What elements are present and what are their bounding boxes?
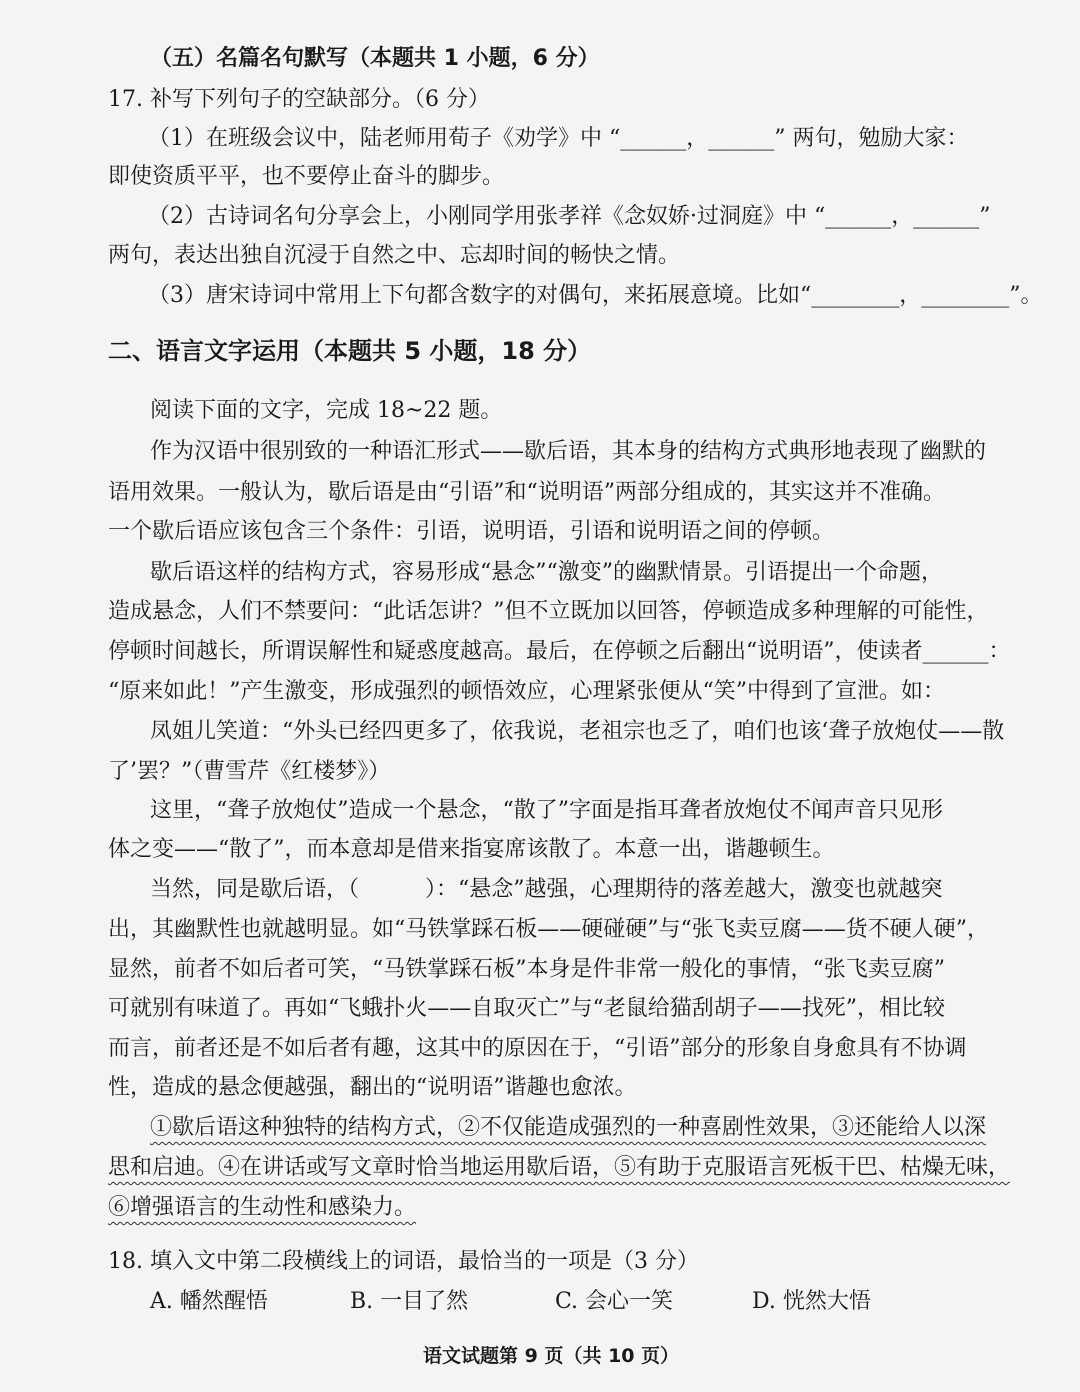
passage-line: 歇后语这样的结构方式，容易形成“悬念”“激变”的幽默情景。引语提出一个命题， (150, 560, 943, 585)
q18-stem: 18. 填入文中第二段横线上的词语，最恰当的一项是（3 分） (108, 1249, 699, 1274)
q18-option-d[interactable]: D. 恍然大悟 (752, 1289, 871, 1314)
passage-line: 性，造成的悬念便越强，翻出的“说明语”谐趣也愈浓。 (108, 1075, 637, 1100)
q17-part1-line1: （1）在班级会议中，陆老师用荀子《劝学》中 “______，______” 两句，勉励大家： (148, 126, 969, 151)
q17-part2-line1: （2）古诗词名句分享会上，小刚同学用张孝祥《念奴娇·过洞庭》中 “______，______” (148, 204, 991, 229)
page-footer: 语文试题第 9 页（共 10 页） (423, 1345, 680, 1367)
passage-line: 一个歇后语应该包含三个条件：引语，说明语，引语和说明语之间的停顿。 (108, 519, 835, 544)
section2-title: 二、语言文字运用（本题共 5 小题，18 分） (108, 337, 592, 365)
underlined-line: ①歇后语这种独特的结构方式，②不仅能造成强烈的一种喜剧性效果，③还能给人以深 (150, 1115, 987, 1140)
passage-line: 造成悬念，人们不禁要问：“此话怎讲？”但不立既加以回答，停顿造成多种理解的可能性， (108, 599, 989, 624)
passage-line: 出，其幽默性也就越明显。如“马铁掌踩石板——硬碰硬”与“张飞卖豆腐——货不硬人硬”， (108, 917, 989, 942)
q18-option-b[interactable]: B. 一目了然 (350, 1289, 469, 1314)
underlined-line: 思和启迪。④在讲话或写文章时恰当地运用歇后语，⑤有助于克服语言死板干巴、枯燥无味， (108, 1155, 1011, 1180)
q17-part2-line2: 两句，表达出独自沉浸于自然之中、忘却时间的畅快之情。 (108, 243, 681, 268)
passage-line: 体之变——“散了”，而本意却是借来指宴席该散了。本意一出，谐趣顿生。 (108, 837, 835, 862)
q18-option-c[interactable]: C. 会心一笑 (555, 1289, 674, 1314)
q18-option-a[interactable]: A. 幡然醒悟 (150, 1289, 268, 1314)
section5-title: （五）名篇名句默写（本题共 1 小题，6 分） (150, 46, 600, 71)
passage-line: 语用效果。一般认为，歇后语是由“引语”和“说明语”两部分组成的，其实这并不准确。 (108, 480, 945, 505)
passage-line: 这里，“聋子放炮仗”造成一个悬念，“散了”字面是指耳聋者放炮仗不闻声音只见形 (150, 798, 943, 823)
reading-intro: 阅读下面的文字，完成 18~22 题。 (150, 398, 503, 423)
passage-line: 而言，前者还是不如后者有趣，这其中的原因在于，“引语”部分的形象自身愈具有不协调 (108, 1036, 967, 1061)
passage-line: 可就别有味道了。再如“飞蛾扑火——自取灭亡”与“老鼠给猫刮胡子——找死”，相比较 (108, 996, 945, 1021)
passage-line: 了’罢？”（曹雪芹《红楼梦》） (108, 759, 391, 784)
underlined-line: ⑥增强语言的生动性和感染力。 (108, 1195, 417, 1220)
q17-stem: 17. 补写下列句子的空缺部分。（6 分） (108, 87, 490, 112)
passage-line: 停顿时间越长，所谓误解性和疑惑度越高。最后，在停顿之后翻出“说明语”，使读者______： (108, 639, 1011, 664)
passage-line: 显然，前者不如后者可笑，“马铁掌踩石板”本身是件非常一般化的事情，“张飞卖豆腐” (108, 957, 945, 982)
passage-line: 作为汉语中很别致的一种语汇形式——歇后语，其本身的结构方式典形地表现了幽默的 (150, 439, 987, 464)
q17-part3-line1: （3）唐宋诗词中常用上下句都含数字的对偶句，来拓展意境。比如“________，________”。 (148, 283, 1043, 308)
passage-line: 当然，同是歇后语，（ ）：“悬念”越强，心理期待的落差越大，激变也就越突 (150, 877, 943, 902)
passage-line: 凤姐儿笑道：“外头已经四更多了，依我说，老祖宗也乏了，咱们也该‘聋子放炮仗——散 (150, 719, 1005, 744)
q17-part1-line2: 即使资质平平，也不要停止奋斗的脚步。 (108, 164, 505, 189)
passage-line: “原来如此！”产生激变，形成强烈的顿悟效应，心理紧张便从“笑”中得到了宣泄。如： (108, 679, 945, 704)
